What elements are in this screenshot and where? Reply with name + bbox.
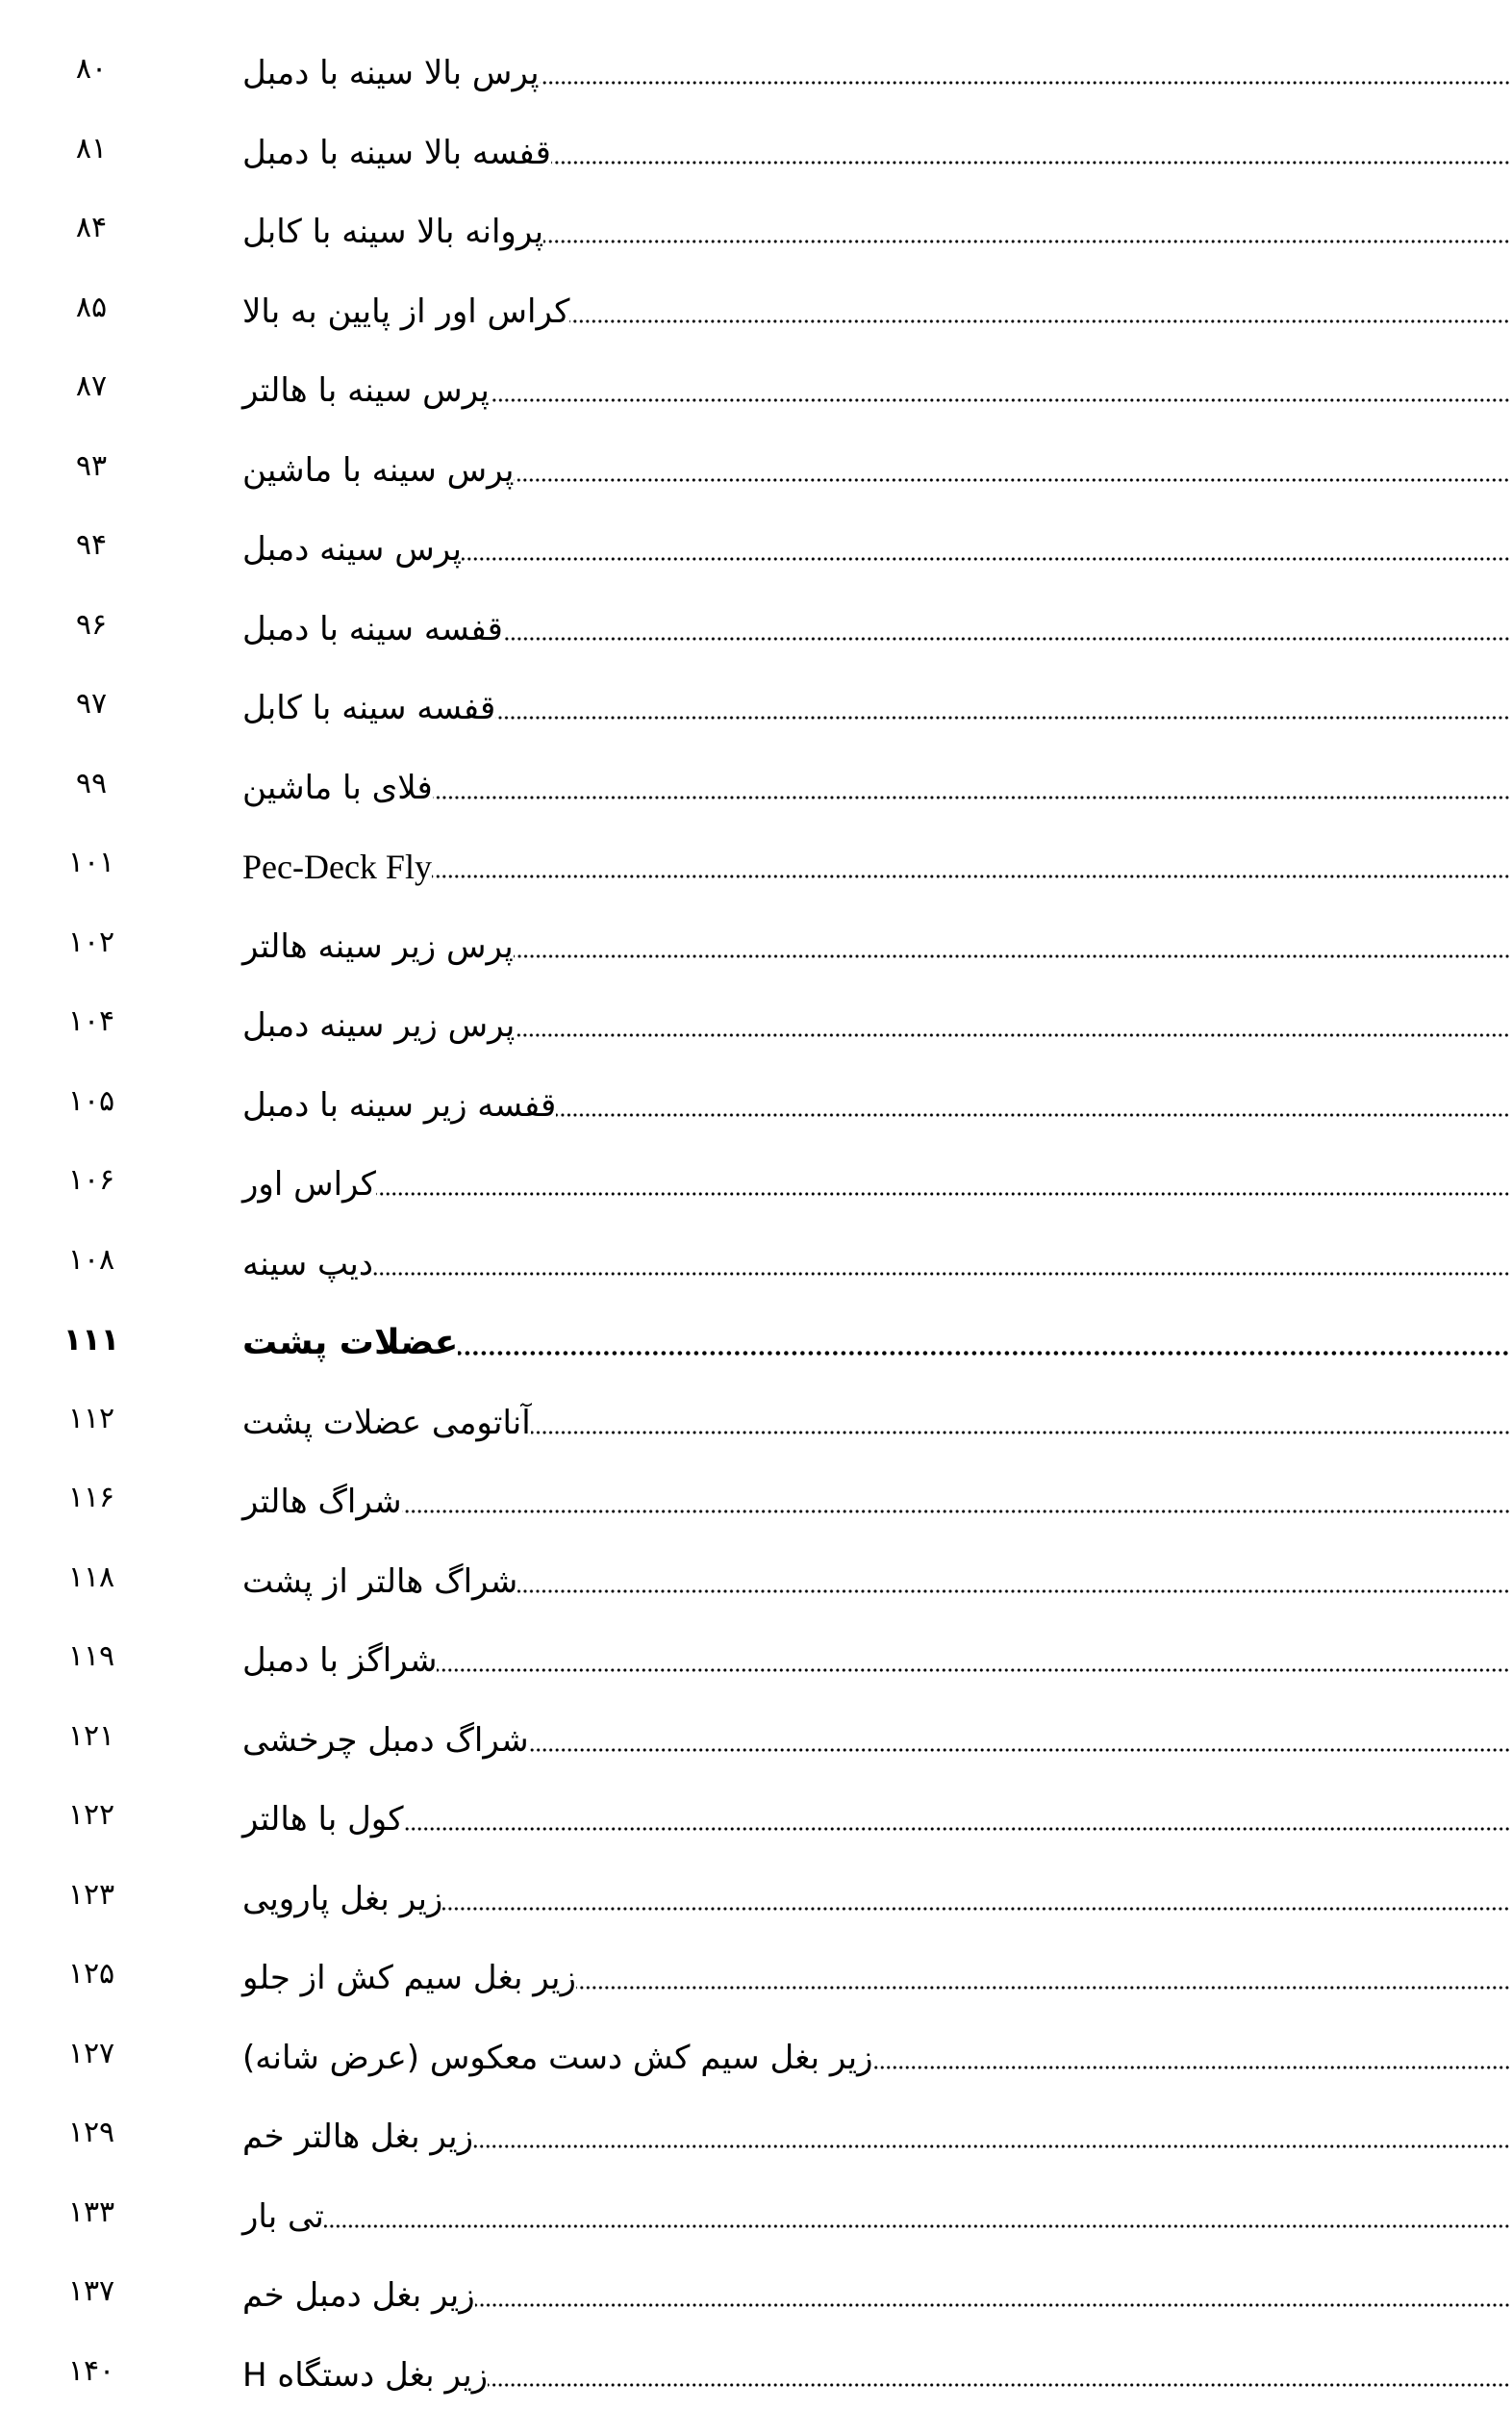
dot-leader xyxy=(514,951,1510,961)
toc-entry xyxy=(0,2251,1512,2331)
toc-entry-title: پرس بالا سینه با دمبل xyxy=(242,50,540,96)
dot-leader xyxy=(473,2142,1510,2151)
toc-entry xyxy=(0,2093,1512,2172)
toc-entry-title: شراگز با دمبل xyxy=(242,1637,437,1684)
toc-entry xyxy=(0,346,1512,426)
toc-page-number: ۱۱۱ xyxy=(38,1316,144,1366)
toc-page-number: ۱۲۵ xyxy=(38,1951,144,2001)
toc-page-number: ۱۲۲ xyxy=(38,1792,144,1842)
toc-entry-title-group xyxy=(242,2110,1512,2160)
toc-entry xyxy=(0,188,1512,267)
toc-page-number: ۱۰۲ xyxy=(38,920,144,970)
toc-entry xyxy=(0,1537,1512,1617)
dot-leader xyxy=(488,2380,1510,2390)
toc-entry-title: پرس سینه با ماشین xyxy=(242,447,514,494)
toc-page-number: ۸۴ xyxy=(38,205,144,255)
dot-leader xyxy=(475,2300,1510,2310)
dot-leader xyxy=(873,2063,1510,2072)
toc-entry-title-group xyxy=(242,920,1512,970)
toc-entry-title-group xyxy=(242,126,1512,176)
toc-entry xyxy=(0,823,1512,902)
table-of-contents xyxy=(0,29,1512,2410)
toc-entry-title: پرس سینه با هالتر xyxy=(242,368,490,414)
toc-entry-title-group xyxy=(242,364,1512,414)
toc-entry xyxy=(0,1458,1512,1537)
toc-entry-title: آناتومی عضلات پشت xyxy=(242,1400,531,1446)
toc-entry xyxy=(0,1775,1512,1855)
toc-entry-title-group xyxy=(242,1078,1512,1129)
toc-entry xyxy=(0,1061,1512,1141)
toc-entry-title-group xyxy=(242,2269,1512,2319)
toc-entry-title: کراس اور xyxy=(242,1161,376,1207)
toc-page-number: ۱۴۰ xyxy=(38,2348,144,2398)
toc-entry xyxy=(0,1220,1512,1300)
toc-entry-title: Pec-Deck Fly xyxy=(242,844,432,890)
toc-entry-title: قفسه زیر سینه با دمبل xyxy=(242,1082,556,1129)
dot-leader xyxy=(515,1030,1510,1040)
toc-page-number: ۹۹ xyxy=(38,761,144,811)
toc-page-number: ۱۱۲ xyxy=(38,1396,144,1446)
toc-entry-title-group xyxy=(242,840,1512,890)
toc-entry-title: تی بار xyxy=(242,2194,324,2240)
dot-leader xyxy=(433,793,1510,802)
toc-entry-title: شراگ دمبل چرخشی xyxy=(242,1717,529,1763)
toc-page-number: ۱۰۶ xyxy=(38,1157,144,1207)
toc-entry xyxy=(0,267,1512,347)
toc-page-number: ۱۲۷ xyxy=(38,2031,144,2081)
toc-entry xyxy=(0,744,1512,824)
dot-leader xyxy=(376,1189,1510,1199)
toc-entry-title: قفسه سینه با کابل xyxy=(242,685,495,731)
toc-entry-title: زیر بغل دستگاه H xyxy=(242,2352,488,2398)
toc-entry xyxy=(0,2014,1512,2093)
toc-entry-title: قفسه سینه با دمبل xyxy=(242,606,503,652)
toc-page-number: ۹۴ xyxy=(38,522,144,572)
toc-page-number: ۸۱ xyxy=(38,126,144,176)
dot-leader xyxy=(437,1665,1510,1675)
dot-leader xyxy=(514,475,1510,485)
toc-entry-title-group xyxy=(242,602,1512,652)
toc-entry-title-group xyxy=(242,1396,1512,1446)
toc-entry-title-group xyxy=(242,761,1512,811)
toc-page-number: ۱۰۸ xyxy=(38,1237,144,1287)
dot-leader xyxy=(531,1428,1510,1437)
dot-leader xyxy=(569,317,1510,326)
toc-entry-title: پروانه بالا سینه با کابل xyxy=(242,209,543,255)
toc-page-number: ۱۱۶ xyxy=(38,1475,144,1525)
toc-entry-title: زیر بغل سیم کش از جلو xyxy=(242,1955,576,2001)
toc-page-number: ۱۳۷ xyxy=(38,2269,144,2319)
toc-entry xyxy=(0,585,1512,665)
dot-leader xyxy=(324,2221,1510,2231)
toc-page-number: ۱۰۴ xyxy=(38,999,144,1049)
toc-entry xyxy=(0,902,1512,982)
toc-entry-title: دیپ سینه xyxy=(242,1241,373,1287)
toc-entry-title-group xyxy=(242,1951,1512,2001)
dot-leader xyxy=(529,1745,1510,1755)
toc-entry-title-group xyxy=(242,46,1512,96)
toc-entry-title-group xyxy=(242,1713,1512,1763)
toc-page-number: ۱۰۱ xyxy=(38,840,144,890)
toc-entry xyxy=(0,1855,1512,1935)
toc-entry-title: قفسه بالا سینه با دمبل xyxy=(242,130,551,176)
toc-entry-title-group xyxy=(242,1157,1512,1207)
toc-entry-title: شراگ هالتر xyxy=(242,1479,402,1525)
toc-entry-title-group xyxy=(242,1237,1512,1287)
toc-entry-title: پرس زیر سینه هالتر xyxy=(242,924,514,970)
dot-leader xyxy=(402,1507,1510,1516)
dot-leader xyxy=(373,1269,1510,1279)
toc-page-number: ۱۳۳ xyxy=(38,2190,144,2240)
dot-leader xyxy=(404,1824,1510,1834)
dot-leader xyxy=(442,1904,1510,1914)
toc-entry xyxy=(0,1616,1512,1696)
toc-entry-title-group xyxy=(242,444,1512,494)
toc-entry-title: زیر بغل هالتر خم xyxy=(242,2114,473,2160)
toc-entry-title-group xyxy=(242,522,1512,572)
toc-entry-title-group xyxy=(242,285,1512,335)
toc-entry-title-group xyxy=(242,999,1512,1049)
toc-page-number: ۸۰ xyxy=(38,46,144,96)
toc-entry xyxy=(0,664,1512,744)
toc-entry xyxy=(0,109,1512,189)
toc-page-number: ۱۲۱ xyxy=(38,1713,144,1763)
dot-leader xyxy=(462,554,1510,564)
toc-entry-title-group xyxy=(242,205,1512,255)
toc-entry-title: پرس سینه دمبل xyxy=(242,526,462,572)
toc-page-number: ۱۲۹ xyxy=(38,2110,144,2160)
toc-page-number: ۹۷ xyxy=(38,681,144,731)
toc-entry-title-group xyxy=(242,2348,1512,2398)
toc-page-number: ۱۱۸ xyxy=(38,1555,144,1605)
toc-entry-title: زیر بغل پارویی xyxy=(242,1876,442,1922)
toc-entry xyxy=(0,29,1512,109)
toc-entry-title: شراگ هالتر از پشت xyxy=(242,1559,517,1605)
toc-page-number: ۸۵ xyxy=(38,285,144,335)
toc-page-number: ۱۲۳ xyxy=(38,1872,144,1922)
toc-entry-title: فلای با ماشین xyxy=(242,765,433,811)
toc-entry-title-group xyxy=(242,2190,1512,2240)
toc-entry-title: کراس اور از پایین به بالا xyxy=(242,289,569,335)
toc-entry xyxy=(0,1934,1512,2014)
dot-leader xyxy=(556,1110,1510,1120)
toc-entry xyxy=(0,505,1512,585)
dot-leader xyxy=(495,713,1510,723)
toc-page-number: ۱۰۵ xyxy=(38,1078,144,1129)
toc-page-number: ۹۳ xyxy=(38,444,144,494)
dot-leader xyxy=(432,872,1510,881)
dot-leader xyxy=(540,78,1510,88)
dot-leader xyxy=(543,237,1510,246)
toc-entry-title-group xyxy=(242,1872,1512,1922)
dot-leader xyxy=(576,1983,1510,1992)
toc-entry-title-group xyxy=(242,681,1512,731)
toc-entry xyxy=(0,1696,1512,1776)
toc-entry-title-group xyxy=(242,1316,1512,1366)
toc-entry xyxy=(0,426,1512,506)
toc-section-heading xyxy=(0,1299,1512,1379)
toc-page-number: ۸۷ xyxy=(38,364,144,414)
toc-entry-title-group xyxy=(242,2031,1512,2081)
toc-page-number: ۱۱۹ xyxy=(38,1634,144,1684)
toc-entry xyxy=(0,2172,1512,2252)
toc-entry-title: عضلات پشت xyxy=(242,1320,458,1366)
toc-entry-title-group xyxy=(242,1792,1512,1842)
toc-entry-title: زیر بغل سیم کش دست معکوس (عرض شانه) xyxy=(242,2035,873,2081)
toc-entry-title: زیر بغل دمبل خم xyxy=(242,2272,475,2319)
dot-leader xyxy=(503,634,1510,644)
dot-leader xyxy=(551,158,1510,167)
toc-entry-title-group xyxy=(242,1634,1512,1684)
toc-entry xyxy=(0,981,1512,1061)
toc-entry xyxy=(0,2331,1512,2410)
toc-entry-title-group xyxy=(242,1475,1512,1525)
dot-leader xyxy=(458,1348,1510,1357)
toc-page-number: ۹۶ xyxy=(38,602,144,652)
toc-entry xyxy=(0,1379,1512,1459)
dot-leader xyxy=(517,1586,1510,1596)
toc-entry-title: پرس زیر سینه دمبل xyxy=(242,1002,515,1049)
toc-entry-title: کول با هالتر xyxy=(242,1796,404,1842)
toc-entry-title-group xyxy=(242,1555,1512,1605)
toc-entry xyxy=(0,1140,1512,1220)
dot-leader xyxy=(490,395,1510,405)
